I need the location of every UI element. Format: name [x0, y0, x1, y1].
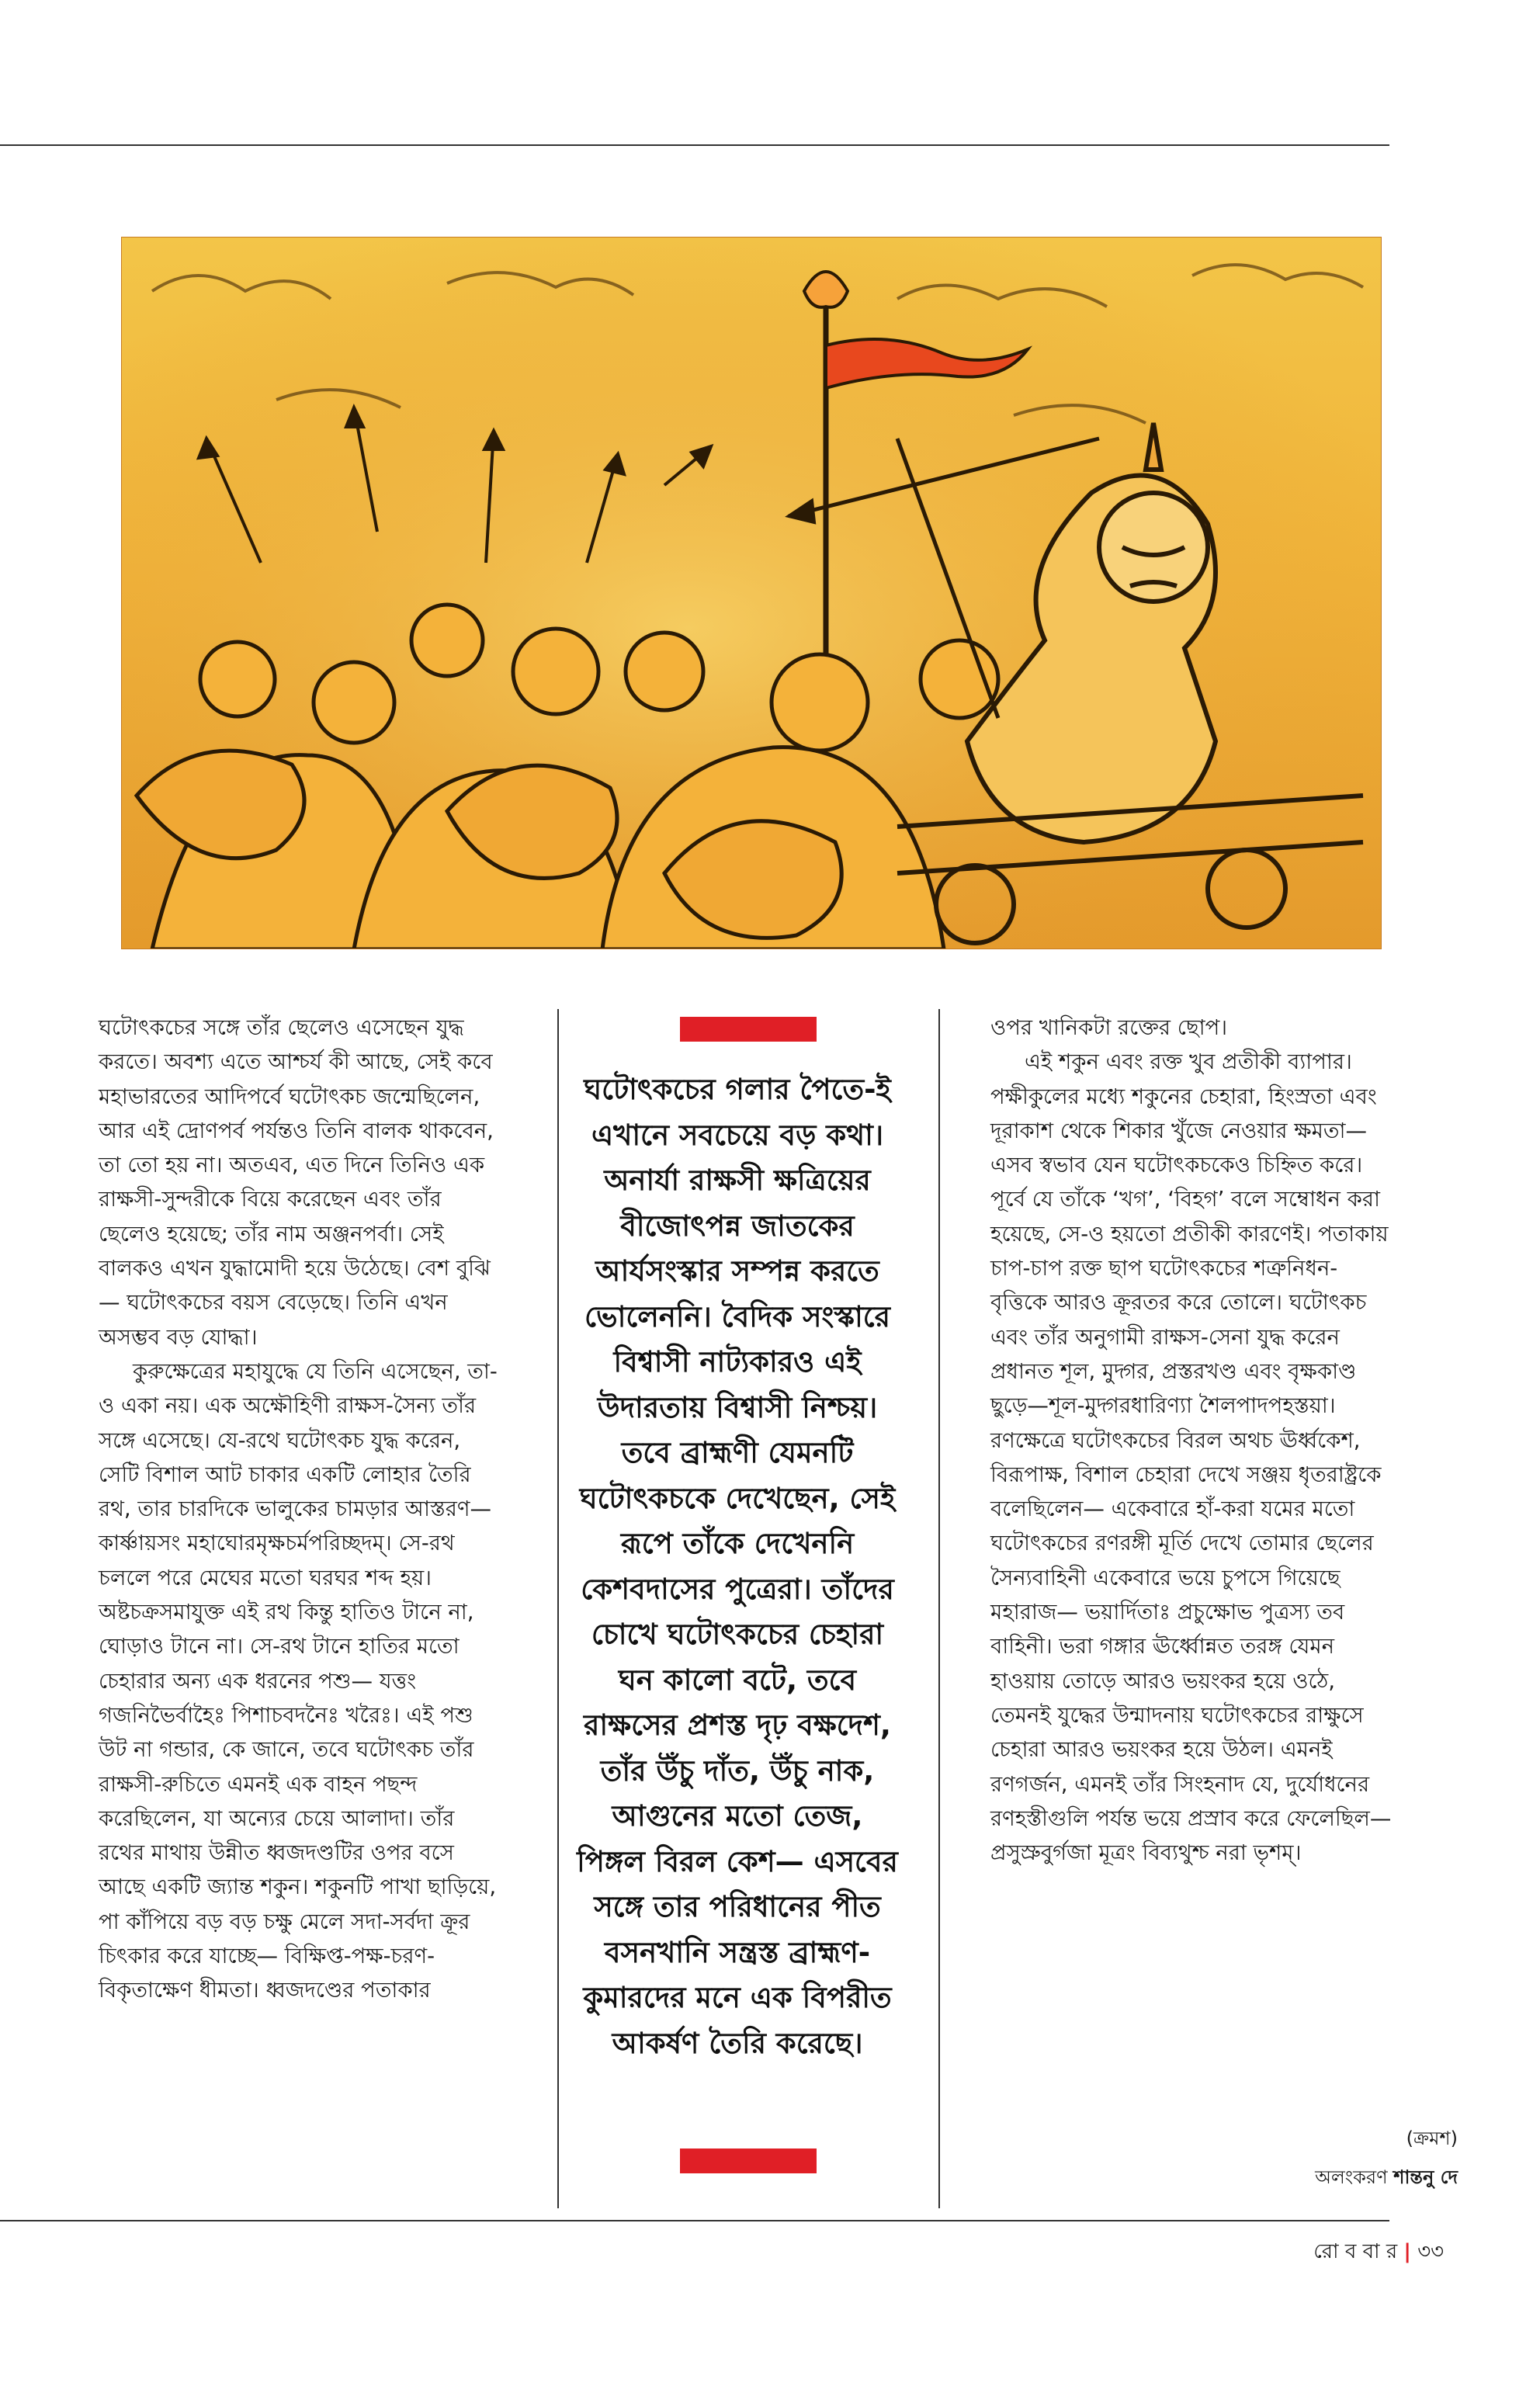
- credits: [1133, 2119, 1458, 2197]
- magazine-name: রো ব বা র: [1313, 2240, 1398, 2263]
- footer-separator: |: [1403, 2240, 1411, 2263]
- continued-label: (ক্রমশ): [1406, 2128, 1458, 2149]
- pull-quote: ঘটোৎকচের গলার পৈতে-ই এখানে সবচেয়ে বড় কথা। অনার্যা রাক্ষসী ক্ষত্রিয়ের বীজোৎপন্ন জাতকের আর্যসংস্কার সম্পন্ন করতে ভোলেননি। বৈদিক সংস্কারে বিশ্বাসী নাট্যকারও এই উদারতায় বিশ্বাসী নিশ্চয়। তবে ব্রাহ্মণী যেমনটি ঘটোৎকচকে দেখেছেন, সেই রূপে তাঁকে দেখেননি কেশবদাসের পুত্রেরা। তাঁদের চোখে ঘটোৎকচের চেহারা ঘন কালো বটে, তবে রাক্ষসের প্রশস্ত দৃঢ় বক্ষদেশ, তাঁর উঁচু দাঁত, উঁচু নাক, আগুনের মতো তেজ, পিঙ্গল বিরল কেশ— এসবের সঙ্গে তার পরিধানের পীত বসনখানি সন্ত্রস্ত ব্রাহ্মণ-কুমারদের মনে এক বিপরীত আকর্ষণ তৈরি করেছে।: [577, 1073, 898, 2060]
- column-left: [99, 1011, 501, 2008]
- column-divider: [557, 1009, 559, 2208]
- illustration-credit: [1133, 2158, 1458, 2197]
- page-number: ৩৩: [1417, 2240, 1444, 2263]
- left-paragraph: কুরুক্ষেত্রের মহাযুদ্ধে যে তিনি এসেছেন, তা-ও একা নয়। এক অক্ষৌহিণী রাক্ষস-সৈন্য তাঁর সঙ্গে এসেছে। যে-রথে ঘটোৎকচ যুদ্ধ করেন, সেটি বিশাল আট চাকার একটি লোহার তৈরি রথ, তার চারদিকে ভালুকের চামড়ার আস্তরণ— কার্ষ্ণায়সং মহাঘোরমৃক্ষচর্মপরিচ্ছদম্। সে-রথ চললে পরে মেঘের মতো ঘরঘর শব্দ হয়। অষ্টচক্রসমাযুক্ত এই রথ কিন্তু হাতিও টানে না, ঘোড়াও টানে না। সে-রথ টানে হাতির মতো চেহারার অন্য এক ধরনের পশু— যত্তং গজনিভৈর্বাহৈঃ পিশাচবদনৈঃ খরৈঃ। এই পশু উট না গন্ডার, কে জানে, তবে ঘটোৎকচ তাঁর রাক্ষসী-রুচিতে এমনই এক বাহন পছন্দ করেছিলেন, যা অন্যের চেয়ে আলাদা। তাঁর রথের মাথায় উন্নীত ধ্বজদণ্ডটির ওপর বসে আছে একটি জ্যান্ত শকুন। শকুনটি পাখা ছাড়িয়ে, পা কাঁপিয়ে বড় বড় চক্ষু মেলে সদা-সর্বদা ক্রূর চিৎকার করে যাচ্ছে— বিক্ষিপ্ত-পক্ষ-চরণ-বিকৃতাক্ষেণ ধীমতা। ধ্বজদণ্ডের পতাকার: [99, 1358, 498, 2003]
- page-footer: [1313, 2235, 1444, 2270]
- right-paragraph: ওপর খানিকটা রক্তের ছোপ।: [990, 1015, 1228, 1040]
- illustrator-name: শান্তনু দে: [1393, 2166, 1458, 2188]
- illustration-label: অলংকরণ: [1315, 2166, 1388, 2188]
- left-paragraph: ঘটোৎকচের সঙ্গে তাঁর ছেলেও এসেছেন যুদ্ধ করতে। অবশ্য এতে আশ্চর্য কী আছে, সেই কবে মহাভারতের আদিপর্বে ঘটোৎকচ জন্মেছিলেন, আর এই দ্রোণপর্ব পর্যন্তও তিনি বালক থাকবেন, তা তো হয় না। অতএব, এত দিনে তিনিও এক রাক্ষসী-সুন্দরীকে বিয়ে করেছেন এবং তাঁর ছেলেও হয়েছে; তাঁর নাম অঞ্জনপর্বা। সেই বালকও এখন যুদ্ধামোদী হয়ে উঠেছে। বেশ বুঝি— ঘটোৎকচের বয়স বেড়েছে। তিনি এখন অসম্ভব বড় যোদ্ধা।: [99, 1015, 494, 1350]
- bottom-rule: [0, 2220, 1389, 2221]
- top-rule: [0, 144, 1389, 146]
- pull-quote-top-bar: [680, 1017, 817, 1042]
- column-right: [990, 1011, 1393, 1870]
- pull-quote-bottom-bar: [680, 2148, 817, 2173]
- column-divider: [938, 1009, 940, 2208]
- right-paragraph: এই শকুন এবং রক্ত খুব প্রতীকী ব্যাপার। পক্ষীকুলের মধ্যে শকুনের চেহারা, হিংস্রতা এবং দূরাকাশ থেকে শিকার খুঁজে নেওয়ার ক্ষমতা— এসব স্বভাব যেন ঘটোৎকচকেও চিহ্নিত করে। পূর্বে যে তাঁকে ‘খগ’, ‘বিহগ’ বলে সম্বোধন করা হয়েছে, সে-ও হয়তো প্রতীকী কারণেই। পতাকায় চাপ-চাপ রক্ত ছাপ ঘটোৎকচের শত্রুনিধন-বৃত্তিকে আরও ক্রূরতর করে তোলে। ঘটোৎকচ এবং তাঁর অনুগামী রাক্ষস-সেনা যুদ্ধ করেন প্রধানত শূল, মুদ্গর, প্রস্তরখণ্ড এবং বৃক্ষকাণ্ড ছুড়ে—শূল-মুদ্গরধারিণ্যা শৈলপাদপহস্তয়া। রণক্ষেত্রে ঘটোৎকচের বিরল অথচ ঊর্ধ্বকেশ, বিরূপাক্ষ, বিশাল চেহারা দেখে সঞ্জয় ধৃতরাষ্ট্রকে বলেছিলেন— একেবারে হাঁ-করা যমের মতো ঘটোৎকচের রণরঙ্গী মূর্তি দেখে তোমার ছেলের সৈন্যবাহিনী একেবারে ভয়ে চুপসে গিয়েছে মহারাজ— ভয়ার্দিতাঃ প্রচুক্ষোভ পুত্রস্য তব বাহিনী। ভরা গঙ্গার ঊর্ধ্বোন্নত তরঙ্গ যেমন হাওয়ায় তোড়ে আরও ভয়ংকর হয়ে ওঠে, তেমনই যুদ্ধের উন্মাদনায় ঘটোৎকচের রাক্ষুসে চেহারা আরও ভয়ংকর হয়ে উঠল। এমনই রণগর্জন, এমনই তাঁর সিংহনাদ যে, দুর্যোধনের রণহস্তীগুলি পর্যন্ত ভয়ে প্রস্রাব করে ফেলেছিল— প্রসুস্রুবুর্গজা মূত্রং বিব্যথুশ্চ নরা ভৃশম্।: [990, 1049, 1392, 1866]
- battle-illustration: [121, 237, 1382, 949]
